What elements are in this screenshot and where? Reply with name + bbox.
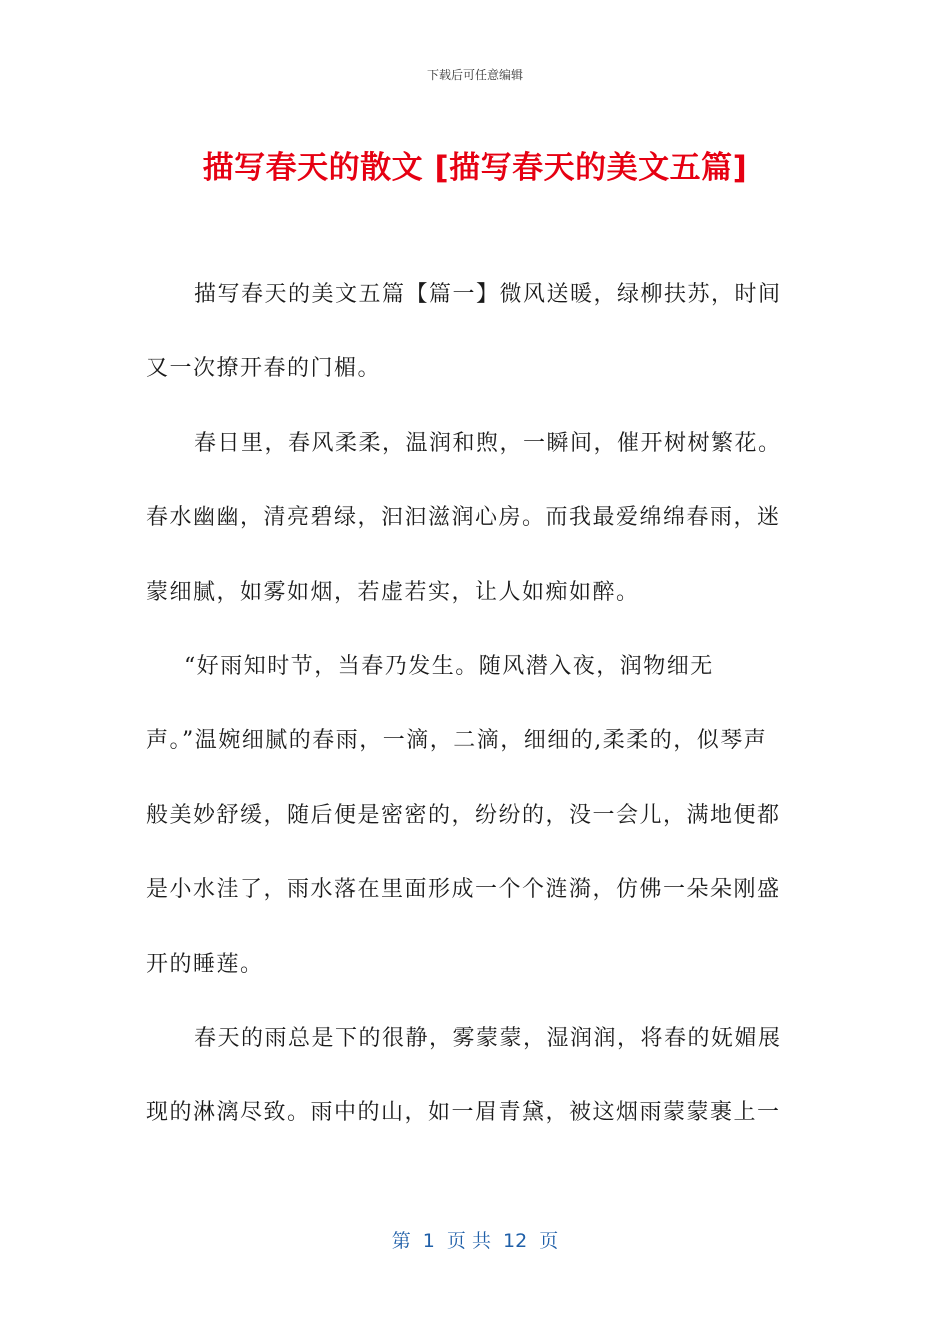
text-line: 声。”温婉细腻的春雨，一滴，二滴，细细的,柔柔的，似琴声 bbox=[146, 728, 768, 754]
text-line: “好雨知时节，当春乃发生。随风潜入夜，润物细无 bbox=[184, 653, 714, 679]
text-line: 般美妙舒缓，随后便是密密的，纷纷的，没一会儿，满地便都 bbox=[146, 802, 781, 828]
text-line: 现的淋漓尽致。雨中的山，如一眉青黛，被这烟雨蒙蒙裹上一 bbox=[146, 1100, 781, 1126]
text-line: 春日里，春风柔柔，温润和煦，一瞬间，催开树树繁花。 bbox=[194, 430, 782, 456]
document-body bbox=[146, 275, 806, 1168]
text-line: 开的睡莲。 bbox=[146, 951, 264, 977]
text-line: 春水幽幽，清亮碧绿，汩汩滋润心房。而我最爱绵绵春雨，迷 bbox=[146, 505, 781, 531]
header-note: 下载后可任意编辑 bbox=[426, 68, 523, 82]
page-number: 第 1 页 共 12 页 bbox=[391, 1230, 559, 1252]
text-line: 蒙细腻，如雾如烟，若虚若实，让人如痴如醉。 bbox=[146, 579, 640, 605]
document-title: 描写春天的散文 [描写春天的美文五篇] bbox=[202, 150, 748, 186]
text-line: 是小水洼了，雨水落在里面形成一个个涟漪，仿佛一朵朵刚盛 bbox=[146, 877, 781, 903]
text-line: 又一次撩开春的门楣。 bbox=[146, 356, 382, 382]
text-line: 描写春天的美文五篇【篇一】微风送暖，绿柳扶苏，时间 bbox=[194, 282, 782, 307]
text-line: 春天的雨总是下的很静，雾蒙蒙，湿润润，将春的妩媚展 bbox=[194, 1025, 782, 1051]
